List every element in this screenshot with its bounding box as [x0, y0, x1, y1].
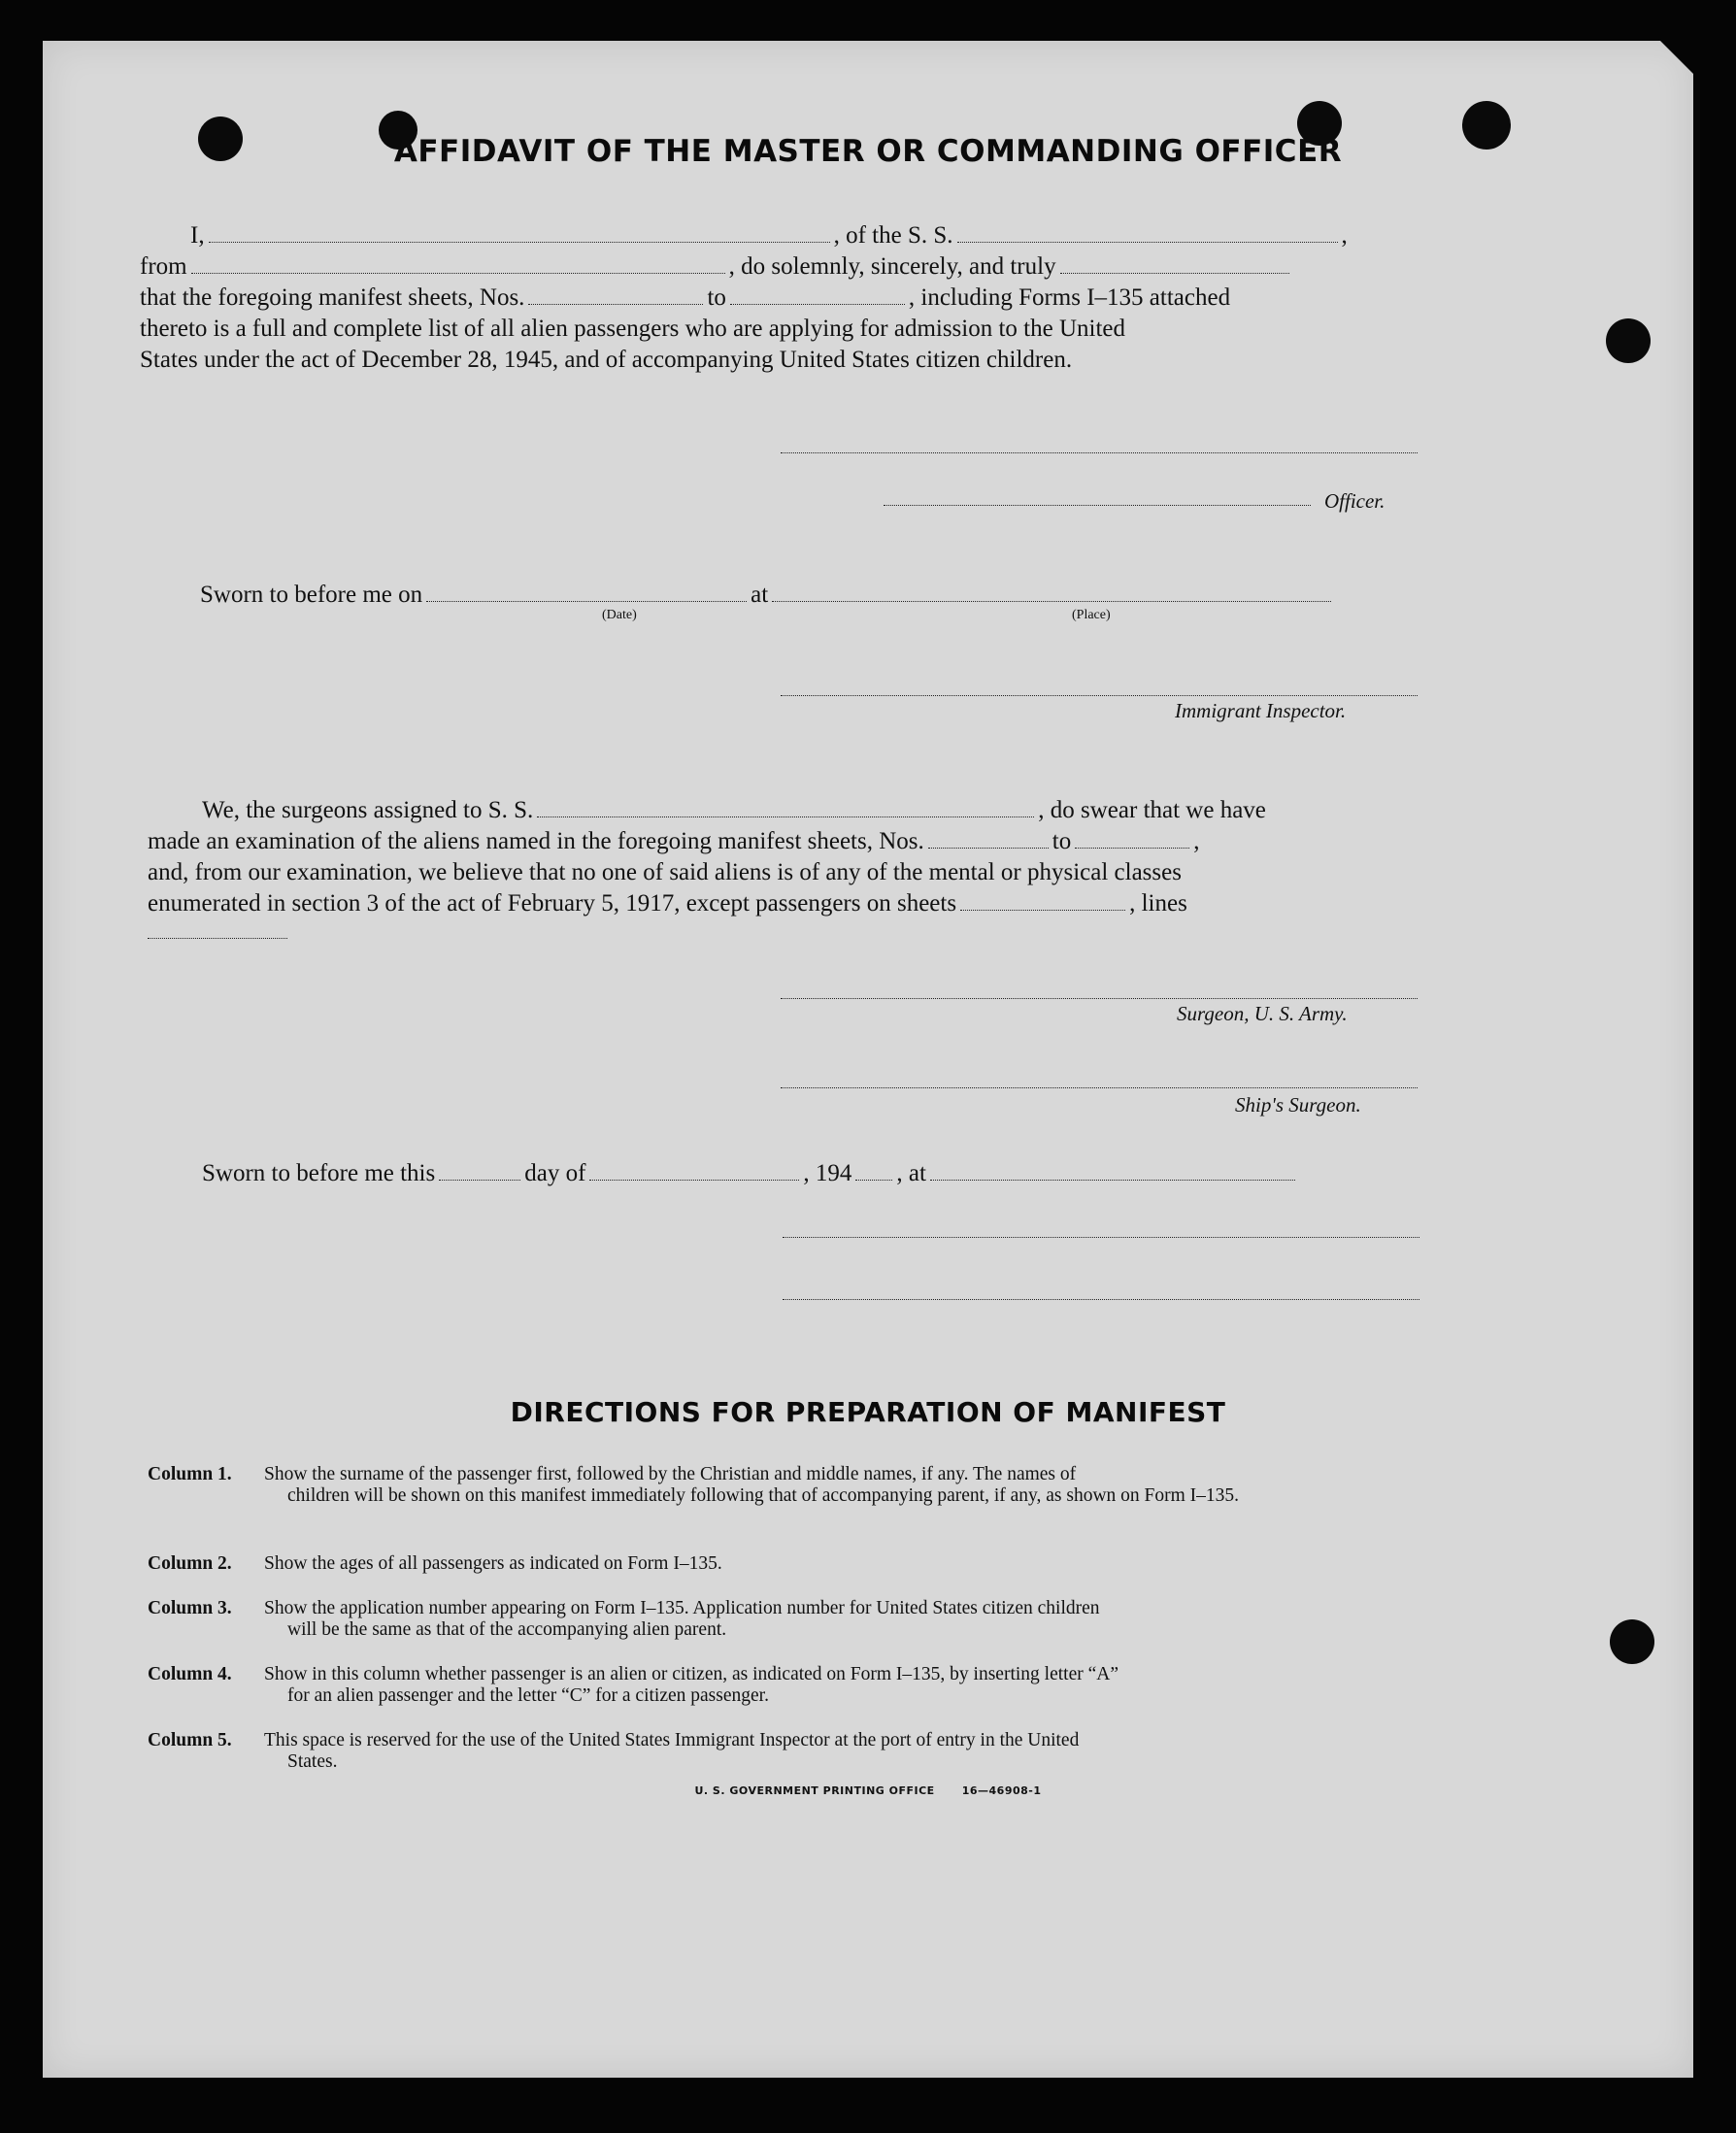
form-code: 16—46908-1 — [961, 1784, 1042, 1797]
text: day of — [524, 1160, 586, 1186]
sheets-from-field[interactable] — [528, 286, 703, 305]
witness-signature-line-1[interactable] — [783, 1237, 1419, 1238]
sworn-before-line — [200, 581, 1335, 610]
army-surgeon-signature-line[interactable] — [781, 998, 1418, 999]
text: , — [1193, 828, 1200, 854]
text: , lines — [1129, 890, 1187, 917]
direction-column-5 — [148, 1730, 1468, 1773]
surgeons-line-2 — [148, 827, 1199, 856]
direction-text — [264, 1464, 1468, 1507]
direction-text — [264, 1664, 1468, 1707]
ship-surgeon-label: Ship's Surgeon. — [1235, 1093, 1361, 1116]
witness-signature-line-2[interactable] — [783, 1299, 1419, 1300]
affidavit-line-1 — [190, 221, 1348, 250]
text: , — [1341, 222, 1348, 249]
text: Sworn to before me this — [202, 1160, 436, 1186]
exam-sheets-from-field[interactable] — [928, 830, 1049, 849]
text: We, the surgeons assigned to S. S. — [202, 797, 534, 823]
surgeons-line-1 — [202, 796, 1266, 825]
direction-label: Column 2. — [148, 1553, 232, 1574]
sheets-to-field[interactable] — [730, 286, 905, 305]
direction-continuation: for an alien passenger and the letter “C” for a citizen passenger. — [287, 1685, 769, 1706]
direction-label: Column 5. — [148, 1730, 232, 1750]
direction-column-4 — [148, 1664, 1468, 1707]
text: to — [1052, 828, 1072, 854]
master-name-field[interactable] — [209, 224, 830, 243]
direction-continuation: children will be shown on this manifest immediately following that of accompanying parent, if any, as shown on Form I–135. — [287, 1485, 1240, 1506]
page-title: AFFIDAVIT OF THE MASTER OR COMMANDING OFFICER — [393, 134, 1343, 169]
sworn2-place-field[interactable] — [930, 1162, 1295, 1181]
ship-surgeon-signature-line[interactable] — [781, 1087, 1418, 1088]
text: , do swear that we have — [1038, 797, 1266, 823]
direction-label: Column 1. — [148, 1464, 232, 1484]
army-surgeon-label: Surgeon, U. S. Army. — [1177, 1002, 1348, 1025]
affidavit-line-3 — [140, 283, 1230, 313]
sworn-month-field[interactable] — [589, 1162, 799, 1181]
text: , 194 — [803, 1160, 852, 1186]
direction-text — [264, 1730, 1468, 1773]
form-page — [43, 41, 1693, 2078]
folded-corner — [1658, 39, 1695, 76]
text: that the foregoing manifest sheets, Nos. — [140, 284, 525, 311]
direction-line: Show the application number appearing on Form I–135. Application number for United States citizen children — [264, 1598, 1100, 1618]
ship-name-field[interactable] — [957, 224, 1338, 243]
affidavit-line-2 — [140, 252, 1293, 282]
inspector-label: Immigrant Inspector. — [1175, 699, 1347, 722]
direction-line: Show the ages of all passengers as indicated on Form I–135. — [264, 1553, 722, 1574]
except-sheets-field[interactable] — [960, 892, 1125, 911]
surgeons-line-4 — [148, 889, 1187, 918]
direction-line: Show the surname of the passenger first, followed by the Christian and middle names, if any. The names of — [264, 1464, 1077, 1484]
surgeons-line-3: and, from our examination, we believe that no one of said aliens is of any of the mental or physical classes — [148, 859, 1182, 885]
direction-label: Column 4. — [148, 1664, 232, 1684]
surgeon-ship-field[interactable] — [537, 799, 1034, 817]
sworn-year-field[interactable] — [855, 1162, 892, 1181]
text: from — [140, 253, 187, 280]
direction-text — [264, 1553, 1468, 1575]
officer-title-line[interactable] — [884, 505, 1311, 506]
text: made an examination of the aliens named in the foregoing manifest sheets, Nos. — [148, 828, 924, 854]
text: enumerated in section 3 of the act of February 5, 1917, except passengers on sheets — [148, 890, 957, 917]
affidavit-line-5: States under the act of December 28, 1945, and of accompanying United States citizen children. — [140, 347, 1073, 373]
text: to — [707, 284, 726, 311]
direction-column-1 — [148, 1464, 1468, 1507]
text: I, — [190, 222, 205, 249]
text: , at — [896, 1160, 926, 1186]
text: , do solemnly, sincerely, and truly — [728, 253, 1056, 280]
sworn-day-field[interactable] — [439, 1162, 520, 1181]
direction-line: This space is reserved for the use of the United States Immigrant Inspector at the port of entry in the United — [264, 1730, 1080, 1750]
officer-label: Officer. — [1324, 489, 1385, 513]
direction-continuation: will be the same as that of the accompanying alien parent. — [287, 1619, 727, 1640]
master-signature-line[interactable] — [781, 452, 1418, 453]
direction-column-2 — [148, 1553, 1468, 1575]
directions-title: DIRECTIONS FOR PREPARATION OF MANIFEST — [510, 1396, 1226, 1428]
direction-continuation: States. — [287, 1751, 338, 1772]
printer-imprint: U. S. GOVERNMENT PRINTING OFFICE — [694, 1784, 935, 1797]
exam-sheets-to-field[interactable] — [1075, 830, 1189, 849]
from-port-field[interactable] — [191, 255, 725, 274]
date-label: (Date) — [602, 608, 637, 622]
sworn-this-day-line — [202, 1159, 1299, 1188]
direction-column-3 — [148, 1598, 1468, 1641]
punch-hole — [1606, 318, 1651, 363]
text: Sworn to before me on — [200, 582, 423, 608]
text: , including Forms I–135 attached — [908, 284, 1231, 311]
printer-footer — [43, 1784, 1693, 1797]
punch-hole — [1610, 1619, 1654, 1664]
direction-label: Column 3. — [148, 1598, 232, 1618]
direction-line: Show in this column whether passenger is an alien or citizen, as indicated on Form I–135, by inserting letter “A” — [264, 1664, 1118, 1684]
sworn-place-field[interactable] — [772, 583, 1331, 602]
direction-text — [264, 1598, 1468, 1641]
inspector-signature-line[interactable] — [781, 695, 1418, 696]
oath-field[interactable] — [1060, 255, 1289, 274]
affidavit-line-4: thereto is a full and complete list of all alien passengers who are applying for admission to the United — [140, 316, 1126, 342]
text: at — [751, 582, 769, 608]
sworn-date-field[interactable] — [426, 583, 747, 602]
text: , of the S. S. — [833, 222, 953, 249]
except-lines-field[interactable] — [148, 938, 287, 939]
place-label: (Place) — [1072, 608, 1111, 622]
